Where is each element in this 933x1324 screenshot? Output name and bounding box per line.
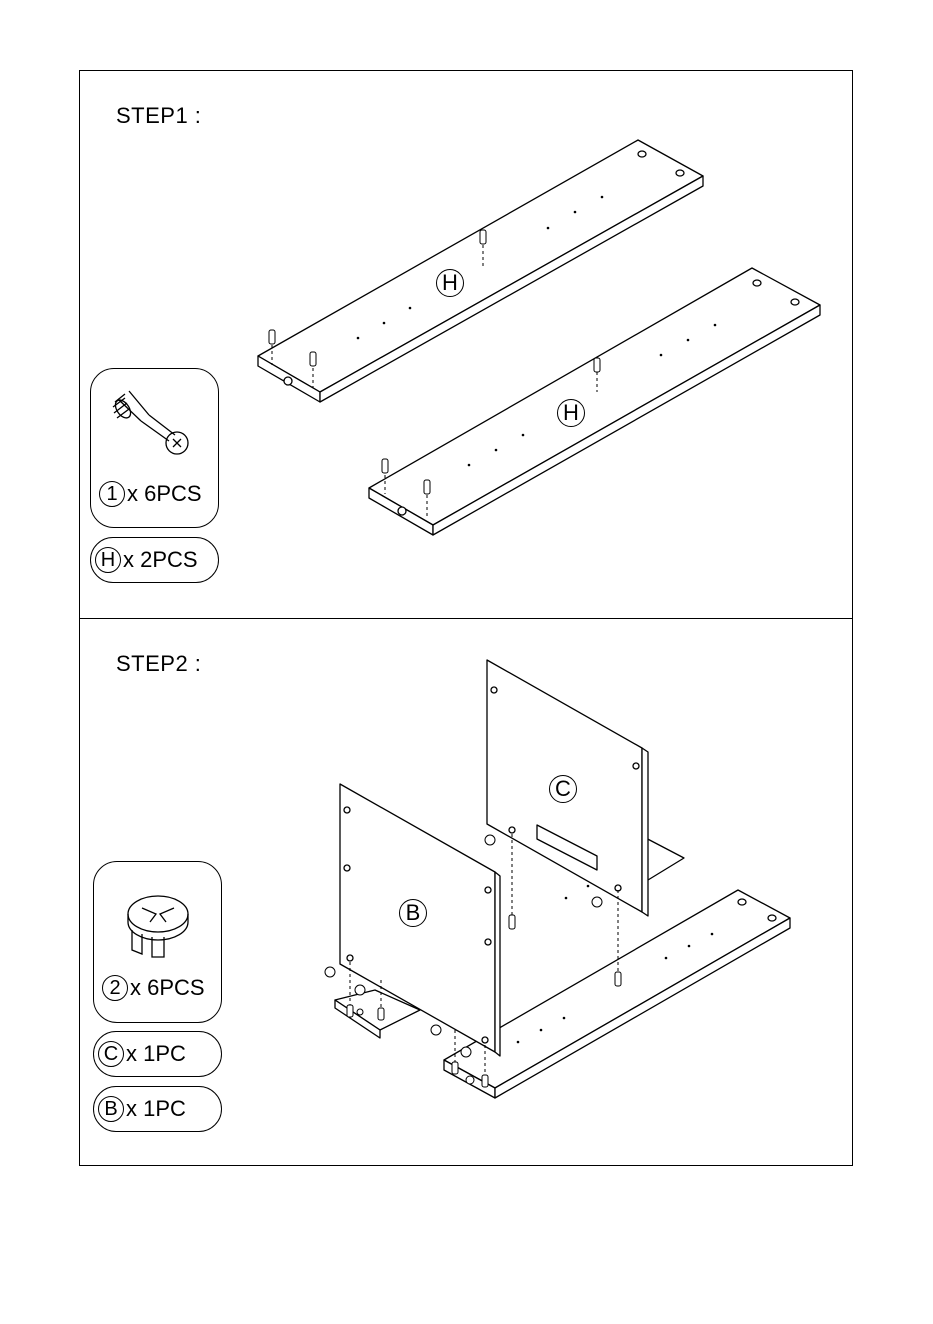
part-C-id: C <box>98 1041 124 1067</box>
part-1-id: 1 <box>99 481 125 507</box>
part-H-id: H <box>95 547 121 573</box>
label-b: B <box>399 899 429 927</box>
part-B-count: x 1PC <box>126 1096 186 1121</box>
step2-title: STEP2 : <box>116 651 202 676</box>
part-H-count: x 2PCS <box>123 547 198 572</box>
part-1-count: x 6PCS <box>127 481 202 506</box>
part-B-id: B <box>98 1096 124 1122</box>
label-h-2: H <box>557 399 587 427</box>
part-2-id: 2 <box>102 975 128 1001</box>
label-h-1: H <box>436 269 466 297</box>
step1-title: STEP1 : <box>116 103 202 128</box>
part-C-count: x 1PC <box>126 1041 186 1066</box>
label-c: C <box>549 775 579 803</box>
part-2-count: x 6PCS <box>130 975 205 1000</box>
